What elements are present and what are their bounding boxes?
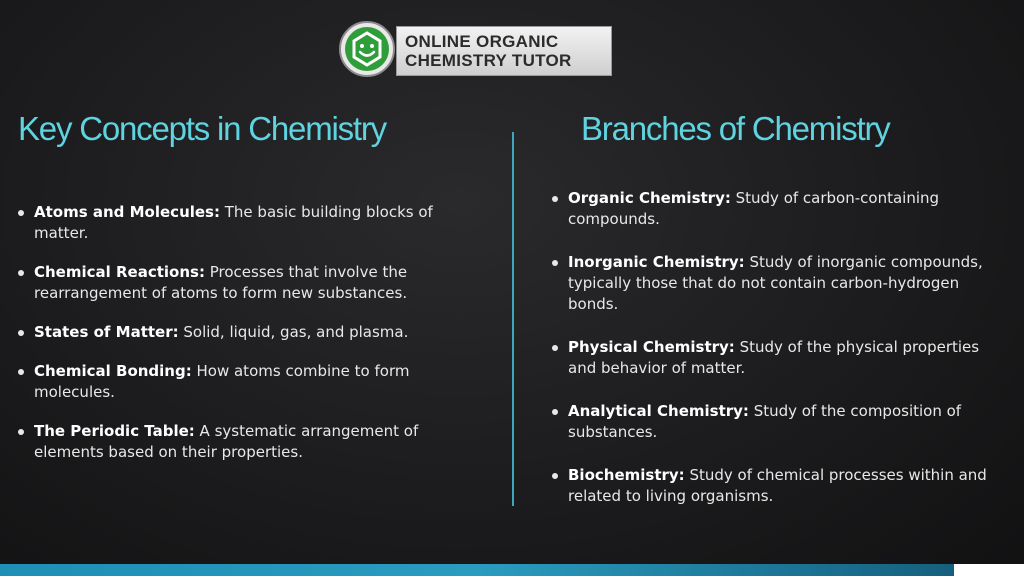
concept-description: The basic building blocks of matter. [34,203,433,242]
logo-line-1: ONLINE ORGANIC [405,32,559,51]
key-concepts-list [16,202,456,481]
branch-description: Study of the composition of substances. [568,402,962,441]
bullet-icon [18,330,24,336]
list-item [16,262,456,304]
smiley-hexagon-icon [338,20,398,78]
branch-term: Analytical Chemistry: [568,402,749,420]
key-concepts-heading: Key Concepts in Chemistry [18,110,386,147]
list-item [550,337,990,379]
list-item [16,421,456,463]
list-item [550,188,990,230]
bullet-icon [18,369,24,375]
accent-bar [0,564,954,576]
branch-term: Organic Chemistry: [568,189,731,207]
bullet-icon [18,429,24,435]
bullet-icon [552,345,558,351]
bullet-icon [552,260,558,266]
branch-description: Study of carbon-containing compounds. [568,189,940,228]
list-item [550,252,990,315]
column-divider [512,132,514,506]
concept-term: Chemical Reactions: [34,263,205,281]
concept-description: Solid, liquid, gas, and plasma. [178,323,409,341]
bullet-icon [18,270,24,276]
concept-term: Atoms and Molecules: [34,203,220,221]
logo-wordmark [396,26,612,76]
list-item [16,361,456,403]
branch-term: Biochemistry: [568,466,685,484]
list-item [550,401,990,443]
branch-description: Study of the physical properties and behavior of matter. [568,338,980,377]
branches-list [550,188,990,529]
bullet-icon [552,409,558,415]
bullet-icon [552,196,558,202]
branch-term: Inorganic Chemistry: [568,253,745,271]
concept-term: The Periodic Table: [34,422,195,440]
branch-description: Study of chemical processes within and related to living organisms. [568,466,987,505]
branch-term: Physical Chemistry: [568,338,735,356]
list-item [16,322,456,343]
branches-heading: Branches of Chemistry [581,110,890,147]
brand-logo [338,20,614,78]
concept-description: A systematic arrangement of elements based on their properties. [34,422,419,461]
concept-term: States of Matter: [34,323,179,341]
bullet-icon [18,210,24,216]
logo-line-2: CHEMISTRY TUTOR [405,51,572,70]
list-item [16,202,456,244]
list-item [550,465,990,507]
bullet-icon [552,473,558,479]
concept-description: Processes that involve the rearrangement of atoms to form new substances. [34,263,408,302]
corner-block [954,564,1024,576]
branch-description: Study of inorganic compounds, typically those that do not contain carbon-hydrogen bonds. [568,253,983,313]
concept-term: Chemical Bonding: [34,362,192,380]
concept-description: How atoms combine to form molecules. [34,362,410,401]
